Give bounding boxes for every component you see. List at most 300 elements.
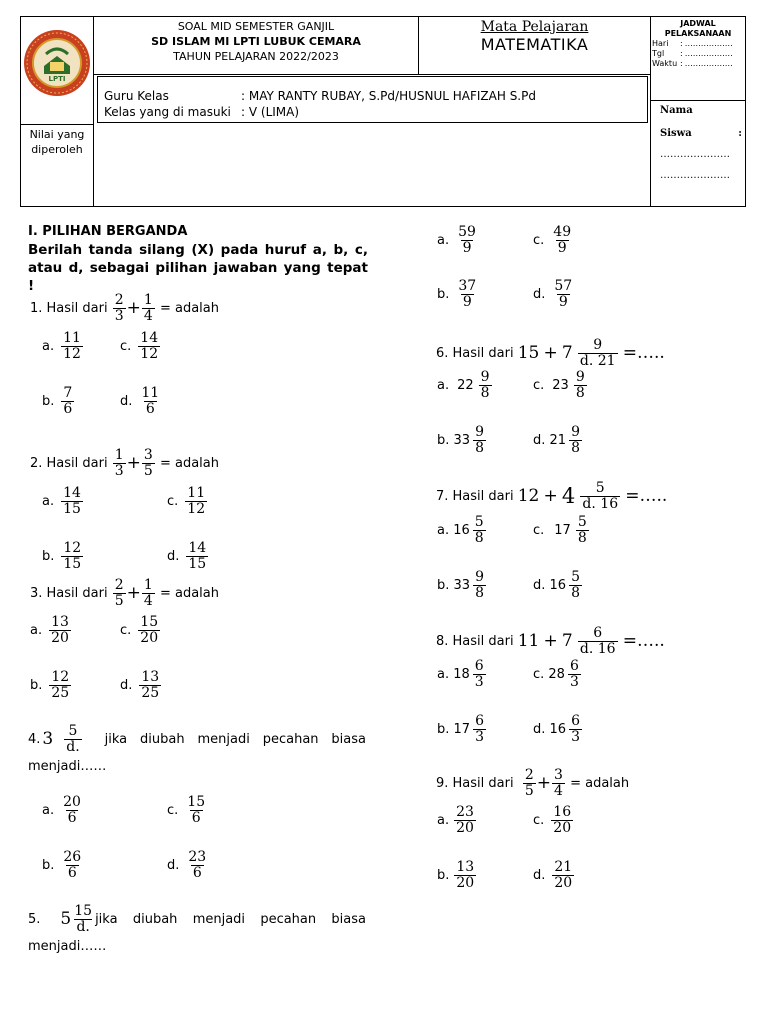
- q4-bn: 26: [63, 849, 82, 865]
- q4-text1: jika diubah menjadi pecahan biasa: [104, 731, 366, 747]
- schedule-time-label: Waktu: [652, 59, 678, 68]
- fraction: [186, 541, 208, 571]
- q1-ad: 12: [63, 345, 81, 362]
- section-instruction: Berilah tanda silang (X) pada huruf a, b, c, atau d, sebagai pilihan jawaban yang tepat !: [28, 242, 368, 294]
- q8-n: 6: [593, 625, 603, 641]
- fraction: [64, 724, 81, 754]
- fraction: [454, 805, 476, 835]
- header-divider: [650, 16, 651, 207]
- q2-d2: 5: [143, 462, 153, 479]
- q3-n2: 1: [143, 577, 153, 593]
- section-heading: I. PILIHAN BERGANDA: [28, 224, 188, 239]
- fraction: [479, 370, 492, 400]
- q9-bd: 20: [456, 874, 475, 891]
- q6-n: 9: [593, 337, 603, 353]
- student-name-block: [660, 105, 742, 181]
- q9-cn: 16: [553, 804, 572, 820]
- fraction: [113, 448, 126, 478]
- title-line-1: SOAL MID SEMESTER GANJIL: [177, 20, 335, 33]
- question-4-continuation: menjadi……: [28, 759, 107, 774]
- q7-prefix: 7. Hasil dari: [436, 488, 514, 504]
- q6-prefix: 6. Hasil dari: [436, 345, 514, 361]
- q3-dd: 25: [141, 684, 160, 701]
- question-5: [28, 904, 366, 934]
- q4-cn: 15: [187, 794, 206, 810]
- q2-n2: 3: [143, 447, 153, 463]
- answer-option-c[interactable]: [120, 615, 161, 645]
- q6-w2: 7: [561, 343, 573, 364]
- q3-op: +: [126, 583, 141, 604]
- answer-option-a[interactable]: [42, 486, 84, 516]
- fraction: [551, 805, 573, 835]
- q1-b: b.: [42, 393, 55, 409]
- answer-option-a[interactable]: [437, 515, 487, 545]
- fraction: [473, 515, 486, 545]
- question-2: [30, 448, 219, 478]
- q1-n2: 1: [143, 292, 153, 308]
- q9-cd: 20: [553, 819, 572, 836]
- question-8: [436, 626, 665, 656]
- q4-an: 20: [63, 794, 81, 810]
- answer-option-b[interactable]: [437, 425, 487, 455]
- q5-bn: 37: [458, 278, 477, 294]
- q7-d: d. 16: [582, 495, 619, 512]
- q6-a: a.: [437, 377, 450, 393]
- q6-dd: 8: [571, 439, 580, 456]
- q5-d: d.: [533, 286, 546, 302]
- schedule-time-value: ………………: [684, 59, 733, 68]
- q4-ad: 6: [67, 809, 77, 826]
- name-blank-1: …………………: [660, 149, 730, 160]
- q2-bd: 15: [63, 555, 82, 572]
- question-1: [30, 293, 219, 323]
- q8-prefix: 8. Hasil dari: [436, 633, 514, 649]
- schedule-date-value: ………………: [684, 49, 733, 58]
- exam-title: [94, 19, 418, 64]
- q3-d2: 4: [143, 592, 153, 609]
- q2-c: c.: [167, 493, 179, 509]
- q6-suffix: =…..: [622, 343, 665, 364]
- q8-cn: 6: [569, 658, 579, 674]
- answer-option-b[interactable]: [30, 670, 72, 700]
- q1-c: c.: [120, 338, 132, 354]
- schedule-title: JADWAL PELAKSANAAN: [664, 19, 732, 38]
- schedule-block: [652, 19, 744, 69]
- q9-d2: 4: [554, 782, 563, 799]
- class-label: Kelas yang di masuki: [104, 105, 231, 119]
- q8-op: +: [543, 631, 558, 652]
- q8-ad: 3: [474, 673, 484, 690]
- fraction: [139, 386, 161, 416]
- fraction: [552, 279, 574, 309]
- q4-dn: 23: [188, 849, 207, 865]
- q8-an: 6: [474, 658, 484, 674]
- answer-option-a[interactable]: [437, 225, 479, 255]
- score-label: Nilai yang diperoleh: [29, 128, 85, 156]
- q5-b: b.: [437, 286, 450, 302]
- q2-cd: 12: [187, 500, 206, 517]
- answer-option-d[interactable]: [533, 714, 583, 744]
- q5-text1: jika diubah menjadi pecahan biasa: [95, 911, 366, 927]
- q1-d2: 4: [143, 307, 153, 324]
- q6-bd: 8: [475, 439, 484, 456]
- q6-ad: 8: [480, 384, 490, 401]
- answer-option-c[interactable]: [533, 805, 574, 835]
- q1-bn: 7: [63, 385, 73, 401]
- fraction: [552, 860, 574, 890]
- fraction: [580, 481, 620, 511]
- q9-suffix: = adalah: [570, 775, 630, 791]
- q7-cw: 17: [554, 522, 571, 538]
- q4-bd: 6: [67, 864, 77, 881]
- answer-option-c[interactable]: [533, 515, 590, 545]
- logo-text: LPTI: [48, 75, 66, 83]
- question-9: [436, 768, 629, 798]
- answer-option-b[interactable]: [437, 860, 477, 890]
- q6-dn: 9: [571, 424, 580, 440]
- q2-a: a.: [42, 493, 55, 509]
- q3-d: d.: [120, 677, 133, 693]
- school-logo: [22, 18, 92, 122]
- fraction: [185, 486, 207, 516]
- q6-c: c.: [533, 377, 545, 393]
- q1-d1: 3: [114, 307, 124, 324]
- answer-option-d[interactable]: [533, 860, 575, 890]
- q8-dn: 6: [571, 713, 580, 729]
- q9-d1: 5: [524, 782, 534, 799]
- fraction: [113, 578, 126, 608]
- name-blank-2: …………………: [660, 170, 730, 181]
- q7-suffix: =…..: [625, 486, 668, 507]
- q6-an: 9: [480, 369, 490, 385]
- fraction: [473, 570, 486, 600]
- q7-ad: 8: [474, 529, 484, 546]
- answer-option-b[interactable]: [42, 850, 84, 880]
- q4-a: a.: [42, 802, 55, 818]
- q2-cn: 11: [187, 485, 206, 501]
- q8-w2: 7: [561, 631, 573, 652]
- q9-b: b.: [437, 867, 450, 883]
- q3-d1: 5: [114, 592, 124, 609]
- header-schedule_colon: :: [680, 49, 683, 58]
- answer-option-c[interactable]: [533, 370, 588, 400]
- q3-b: b.: [30, 677, 43, 693]
- q5-ad: 9: [462, 239, 472, 256]
- q6-cd: 8: [575, 384, 585, 401]
- q1-a: a.: [42, 338, 55, 354]
- answer-option-d[interactable]: [167, 850, 209, 880]
- header-divider: [20, 124, 94, 125]
- answer-option-c[interactable]: [120, 331, 161, 361]
- answer-option-b[interactable]: [437, 570, 487, 600]
- q3-bd: 25: [51, 684, 70, 701]
- fraction: [49, 670, 71, 700]
- q3-cn: 15: [140, 614, 159, 630]
- question-3: [30, 578, 219, 608]
- q5-dd: 9: [558, 293, 568, 310]
- q2-n1: 1: [114, 447, 124, 463]
- q7-d: d. 16: [533, 577, 567, 593]
- fraction: [569, 714, 582, 744]
- q8-dd: 3: [571, 728, 580, 745]
- q7-c: c.: [533, 522, 545, 538]
- fraction: [185, 795, 207, 825]
- q6-b: b. 33: [437, 432, 471, 448]
- q8-c: c. 28: [533, 666, 565, 682]
- q5-an: 59: [458, 224, 476, 240]
- class-value: : V (LIMA): [241, 105, 300, 119]
- q8-w1: 11: [517, 631, 540, 652]
- q4-n: 5: [68, 723, 78, 739]
- q8-d: d. 16: [579, 640, 616, 657]
- answer-option-a[interactable]: [437, 805, 477, 835]
- fraction: [142, 448, 155, 478]
- question-7: [436, 481, 667, 511]
- student-label: Siswa: [660, 128, 692, 139]
- q5-d: d.: [76, 918, 90, 935]
- q3-bn: 12: [51, 669, 70, 685]
- q6-d: d. 21: [579, 352, 616, 369]
- answer-option-a[interactable]: [42, 795, 84, 825]
- q3-ad: 20: [51, 629, 69, 646]
- q7-bd: 8: [475, 584, 484, 601]
- q4-dd: 6: [192, 864, 202, 881]
- fraction: [456, 225, 478, 255]
- q4-prefix: 4.: [28, 731, 41, 747]
- q7-cd: 8: [577, 529, 587, 546]
- answer-option-d[interactable]: [533, 279, 575, 309]
- q6-bn: 9: [475, 424, 484, 440]
- q1-d: d.: [120, 393, 133, 409]
- q5-n: 15: [74, 903, 93, 919]
- q3-prefix: 3. Hasil dari: [30, 585, 108, 601]
- q3-c: c.: [120, 622, 132, 638]
- fraction: [523, 768, 536, 798]
- answer-option-a[interactable]: [437, 370, 493, 400]
- header-siswa_colon: :: [738, 128, 742, 139]
- q2-dn: 14: [188, 540, 207, 556]
- q6-op: +: [543, 343, 558, 364]
- q7-b: b. 33: [437, 577, 471, 593]
- fraction: [473, 714, 486, 744]
- q2-d: d.: [167, 548, 180, 564]
- q8-b: b. 17: [437, 721, 471, 737]
- q9-op: +: [536, 773, 552, 794]
- teacher-row: [104, 88, 536, 120]
- q4-whole: 3: [42, 729, 54, 750]
- answer-option-c[interactable]: [167, 486, 208, 516]
- q9-n2: 3: [554, 767, 563, 783]
- q1-bd: 6: [63, 400, 73, 417]
- fraction: [456, 279, 478, 309]
- fraction: [142, 578, 155, 608]
- fraction: [49, 615, 71, 645]
- teacher-value: : MAY RANTY RUBAY, S.Pd/HUSNUL HAFIZAH S.Pd: [241, 89, 536, 103]
- subject-name: MATEMATIKA: [480, 35, 589, 54]
- fraction: [578, 626, 618, 656]
- q4-c: c.: [167, 802, 179, 818]
- q2-prefix: 2. Hasil dari: [30, 455, 108, 471]
- q2-dd: 15: [188, 555, 207, 572]
- q2-bn: 12: [63, 540, 82, 556]
- q5-c: c.: [533, 232, 545, 248]
- answer-option-a[interactable]: [30, 615, 72, 645]
- fraction: [61, 386, 74, 416]
- q2-an: 14: [63, 485, 81, 501]
- fraction: [473, 659, 486, 689]
- fraction: [61, 795, 83, 825]
- answer-option-c[interactable]: [533, 225, 574, 255]
- q7-w2: 4: [561, 484, 576, 509]
- question-4: [28, 724, 366, 754]
- answer-option-d[interactable]: [533, 570, 583, 600]
- q7-cn: 5: [577, 514, 587, 530]
- q9-c: c.: [533, 812, 545, 828]
- q4-b: b.: [42, 857, 55, 873]
- q5-dn: 57: [554, 278, 573, 294]
- q6-w1: 15: [517, 343, 540, 364]
- q3-n1: 2: [114, 577, 124, 593]
- q3-a: a.: [30, 622, 43, 638]
- fraction: [552, 768, 565, 798]
- q8-d: d. 16: [533, 721, 567, 737]
- fraction: [113, 293, 126, 323]
- q1-prefix: 1. Hasil dari: [30, 300, 108, 316]
- answer-option-a[interactable]: [42, 331, 84, 361]
- answer-option-c[interactable]: [167, 795, 208, 825]
- q7-w1: 12: [517, 486, 540, 507]
- q9-bn: 13: [456, 859, 475, 875]
- q8-bd: 3: [475, 728, 484, 745]
- fraction: [138, 331, 160, 361]
- q1-dn: 11: [141, 385, 160, 401]
- q7-an: 5: [474, 514, 484, 530]
- q1-n1: 2: [114, 292, 124, 308]
- q7-op: +: [543, 486, 558, 507]
- q9-d: d.: [533, 867, 546, 883]
- q1-op: +: [126, 298, 141, 319]
- fraction: [551, 225, 573, 255]
- answer-option-a[interactable]: [437, 659, 487, 689]
- answer-option-b[interactable]: [42, 541, 84, 571]
- q6-aw: 22: [457, 377, 474, 393]
- answer-option-d[interactable]: [120, 386, 162, 416]
- answer-option-c[interactable]: [533, 659, 582, 689]
- q9-an: 23: [456, 804, 474, 820]
- header-schedule_colon: :: [680, 59, 683, 68]
- answer-option-b[interactable]: [437, 279, 479, 309]
- q1-cn: 14: [140, 330, 159, 346]
- q8-bn: 6: [475, 713, 484, 729]
- q9-dd: 20: [554, 874, 573, 891]
- q6-cw: 23: [552, 377, 569, 393]
- q4-d: d.: [66, 738, 80, 755]
- q7-dd: 8: [571, 584, 580, 601]
- q9-a: a.: [437, 812, 450, 828]
- q8-cd: 3: [569, 673, 579, 690]
- q3-cd: 20: [140, 629, 159, 646]
- q3-suffix: = adalah: [159, 585, 219, 601]
- name-label: Nama: [660, 105, 693, 116]
- fraction: [574, 370, 587, 400]
- fraction: [138, 615, 160, 645]
- q2-suffix: = adalah: [159, 455, 219, 471]
- q5-prefix: 5.: [28, 911, 41, 927]
- subject-block: [419, 19, 650, 54]
- schedule-date-label: Tgl: [652, 49, 665, 58]
- q2-ad: 15: [63, 500, 81, 517]
- fraction: [473, 425, 486, 455]
- q7-a: a. 16: [437, 522, 470, 538]
- q5-cd: 9: [557, 239, 567, 256]
- fraction: [578, 338, 618, 368]
- fraction: [61, 541, 83, 571]
- schedule-day-value: ………………: [684, 39, 733, 48]
- question-6: [436, 338, 665, 368]
- answer-option-d[interactable]: [120, 670, 162, 700]
- q5-cn: 49: [553, 224, 572, 240]
- q8-a: a. 18: [437, 666, 470, 682]
- q4-d: d.: [167, 857, 180, 873]
- question-5-continuation: menjadi……: [28, 939, 107, 954]
- header-divider: [93, 74, 651, 75]
- q6-d: d. 21: [533, 432, 567, 448]
- school-name: SD ISLAM MI LPTI LUBUK CEMARA: [151, 35, 361, 48]
- header-schedule_colon: :: [680, 39, 683, 48]
- q3-dn: 13: [141, 669, 160, 685]
- schedule-day-label: Hari: [652, 39, 669, 48]
- q9-n1: 2: [524, 767, 534, 783]
- q7-bn: 9: [475, 569, 484, 585]
- fraction: [61, 331, 83, 361]
- q3-an: 13: [51, 614, 69, 630]
- q6-cn: 9: [575, 369, 585, 385]
- subject-label: Mata Pelajaran: [480, 19, 589, 35]
- school-year: TAHUN PELAJARAN 2022/2023: [173, 50, 339, 63]
- q9-prefix: 9. Hasil dari: [436, 775, 514, 791]
- fraction: [142, 293, 155, 323]
- q1-suffix: = adalah: [159, 300, 219, 316]
- q2-b: b.: [42, 548, 55, 564]
- answer-option-d[interactable]: [533, 425, 583, 455]
- fraction: [569, 570, 582, 600]
- answer-option-b[interactable]: [42, 386, 75, 416]
- teacher-label: Guru Kelas: [104, 89, 169, 103]
- q4-cd: 6: [191, 809, 201, 826]
- answer-option-d[interactable]: [167, 541, 209, 571]
- fraction: [576, 515, 589, 545]
- fraction: [186, 850, 208, 880]
- q2-op: +: [126, 453, 141, 474]
- q1-dd: 6: [145, 400, 155, 417]
- answer-option-b[interactable]: [437, 714, 487, 744]
- fraction: [569, 425, 582, 455]
- header-divider: [650, 100, 746, 101]
- fraction: [139, 670, 161, 700]
- fraction: [72, 904, 94, 934]
- fraction: [568, 659, 581, 689]
- fraction: [61, 850, 83, 880]
- q9-ad: 20: [456, 819, 474, 836]
- q8-suffix: =…..: [622, 631, 665, 652]
- fraction: [454, 860, 476, 890]
- q1-an: 11: [63, 330, 81, 346]
- q5-bd: 9: [462, 293, 472, 310]
- q5-whole: 5: [60, 909, 72, 930]
- q9-dn: 21: [554, 859, 573, 875]
- fraction: [61, 486, 83, 516]
- q5-a: a.: [437, 232, 450, 248]
